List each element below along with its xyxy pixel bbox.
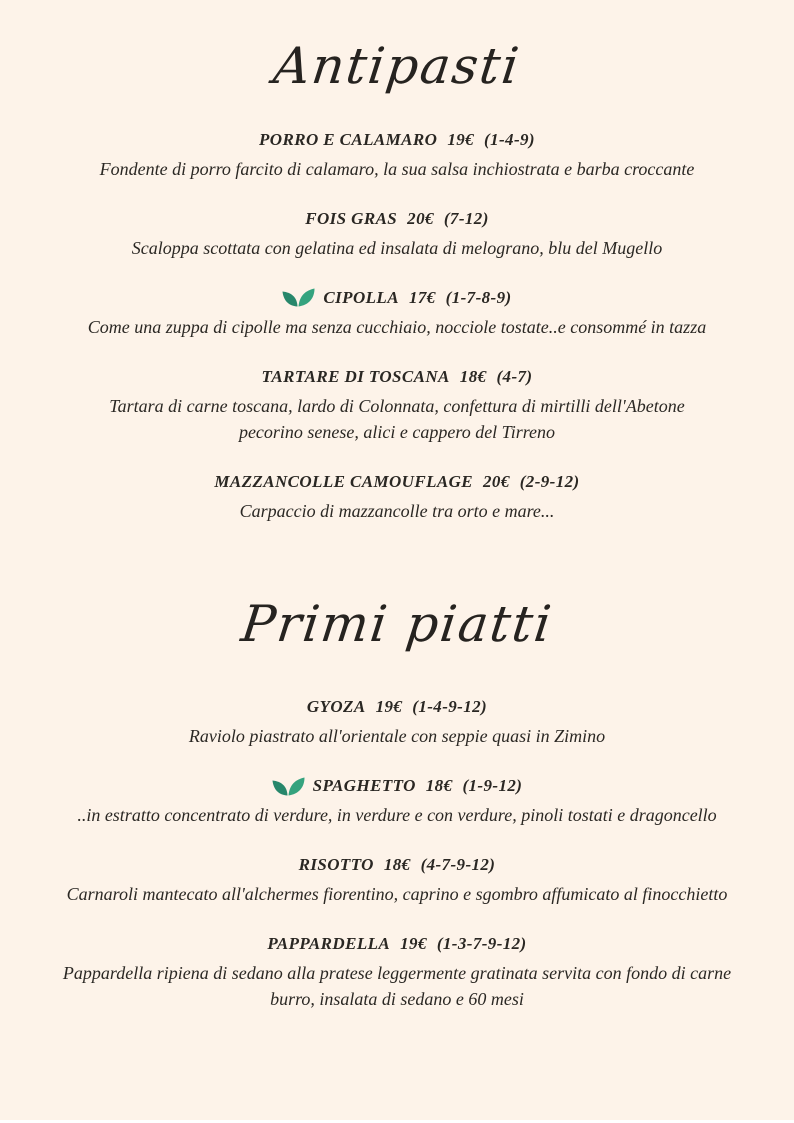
item-description: pecorino senese, alici e cappero del Tirreno [238, 421, 556, 442]
item-price: 18€ [383, 855, 411, 874]
item-description: Carpaccio di mazzancolle tra orto e mare... [239, 500, 555, 521]
item-allergens: (4-7-9-12) [420, 855, 496, 874]
item-title [0, 934, 794, 954]
item-title [0, 697, 794, 717]
item-description: Carnaroli mantecato all'alchermes fiorentino, caprino e sgombro affumicato al finocchietto [66, 884, 728, 904]
item-name: RISOTTO [298, 855, 374, 874]
menu-item-spaghetto [0, 776, 794, 828]
item-price: 19€ [375, 697, 403, 716]
menu-item-gyoza [0, 697, 794, 749]
item-name: MAZZANCOLLE CAMOUFLAGE [214, 471, 474, 491]
vegetarian-leaf-icon [272, 777, 305, 796]
item-name: CIPOLLA [323, 287, 399, 307]
item-allergens: (1-4-9) [484, 129, 535, 149]
item-name: GYOZA [306, 697, 366, 716]
item-title [0, 855, 794, 875]
item-description: Scaloppa scottata con gelatina ed insalata di melograno, blu del Mugello [131, 237, 663, 258]
item-name: PORRO E CALAMARO [259, 129, 438, 149]
item-price: 18€ [425, 776, 453, 795]
item-title [0, 472, 794, 492]
menu-item-mazzancolle-camouflage [0, 472, 794, 524]
item-allergens: (4-7) [496, 366, 533, 386]
item-title [0, 209, 794, 229]
item-description: Raviolo piastrato all'orientale con seppie quasi in Zimino [188, 726, 606, 746]
section-primi-piatti [0, 697, 794, 1012]
item-title [0, 130, 794, 150]
item-allergens: (2-9-12) [519, 471, 580, 491]
section-title-antipasti: Antipasti [270, 37, 524, 95]
menu-item-pappardella [0, 934, 794, 1012]
item-title [0, 776, 794, 796]
item-name: SPAGHETTO [312, 776, 416, 795]
menu-item-fois-gras [0, 209, 794, 261]
item-name: FOIS GRAS [305, 208, 398, 228]
item-description: burro, insalata di sedano e 60 mesi [270, 989, 524, 1009]
menu-item-porro-e-calamaro [0, 130, 794, 182]
item-price: 17€ [408, 287, 436, 307]
section-antipasti [0, 130, 794, 524]
item-title [0, 367, 794, 387]
item-description: ..in estratto concentrato di verdure, in verdure e con verdure, pinoli tostati e dragoncello [77, 805, 717, 825]
vegetarian-leaf-icon [282, 288, 315, 307]
item-price: 18€ [459, 366, 487, 386]
item-allergens: (1-4-9-12) [412, 697, 488, 716]
item-price: 19€ [447, 129, 475, 149]
item-price: 20€ [407, 208, 434, 228]
item-description: Come una zuppa di cipolle ma senza cucchiaio, nocciole tostate..e consommé in tazza [87, 316, 707, 337]
item-price: 20€ [483, 471, 510, 491]
item-description: Tartara di carne toscana, lardo di Colonnata, confettura di mirtilli dell'Abetone [109, 395, 685, 416]
item-name: PAPPARDELLA [267, 934, 391, 953]
item-allergens: (1-7-8-9) [445, 287, 512, 307]
menu-item-risotto [0, 855, 794, 907]
menu-item-cipolla [0, 288, 794, 340]
item-description: Pappardella ripiena di sedano alla pratese leggermente gratinata servita con fondo di carne [62, 963, 732, 983]
item-title [0, 288, 794, 308]
item-description: Fondente di porro farcito di calamaro, la sua salsa inchiostrata e barba croccante [99, 158, 695, 179]
menu-item-tartare-di-toscana [0, 367, 794, 445]
item-allergens: (1-9-12) [462, 776, 523, 795]
item-price: 19€ [400, 934, 427, 953]
item-allergens: (1-3-7-9-12) [436, 934, 527, 953]
section-title-primi-piatti: Primi piatti [238, 594, 557, 653]
item-name: TARTARE DI TOSCANA [261, 366, 450, 386]
item-allergens: (7-12) [443, 208, 489, 228]
